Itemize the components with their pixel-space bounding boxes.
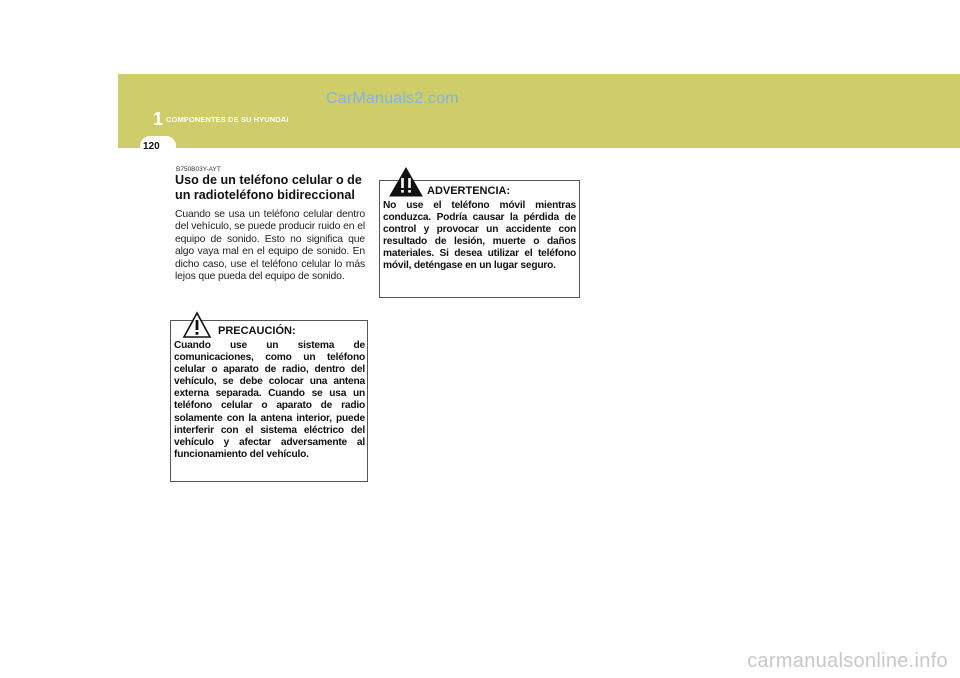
chapter-number: 1: [153, 109, 164, 129]
section-title-header: COMPONENTES DE SU HYUNDAI: [166, 115, 289, 124]
caution-triangle-icon: [182, 311, 212, 339]
watermark-link-top[interactable]: CarManuals2.com: [326, 90, 459, 107]
watermark-link-bottom[interactable]: carmanualsonline.info: [747, 650, 948, 672]
caution-box: [170, 320, 368, 482]
warning-triangle-icon: [389, 167, 423, 197]
header-band: [118, 74, 960, 148]
page-number: 120: [143, 141, 160, 152]
caution-title: PRECAUCIÓN:: [218, 325, 296, 337]
caution-body: Cuando use un sistema de comunicaciones, como un teléfono celular o aparato de radio, dentro del vehículo, se debe colocar una antena externa separada. Cuando se usa un teléfono celular o aparato de radio solamente con la antena interior, puede interferir con el sistema eléctrico del vehículo y afectar adversamente al funcionamiento del vehículo.: [174, 340, 365, 460]
warning-body: No use el teléfono móvil mientras conduzca. Podría causar la pérdida de control y provocar un accidente con resultado de lesión, muerte o daños materiales. Si desea utilizar el teléfono móvil, deténgase en un lugar seguro.: [383, 200, 576, 272]
warning-title: ADVERTENCIA:: [427, 185, 511, 197]
section-code: B750B03Y-AYT: [176, 166, 221, 173]
article-body: Cuando se usa un teléfono celular dentro del vehículo, se puede producir ruido en el equipo de sonido. Esto no significa que algo vaya mal en el equipo de sonido. En dicho caso, use el teléfono celular lo más lejos que pueda del equipo de sonido.: [175, 209, 365, 283]
warning-box: [379, 180, 580, 298]
article-title: Uso de un teléfono celular o de un radioteléfono bidireccional: [175, 173, 362, 202]
